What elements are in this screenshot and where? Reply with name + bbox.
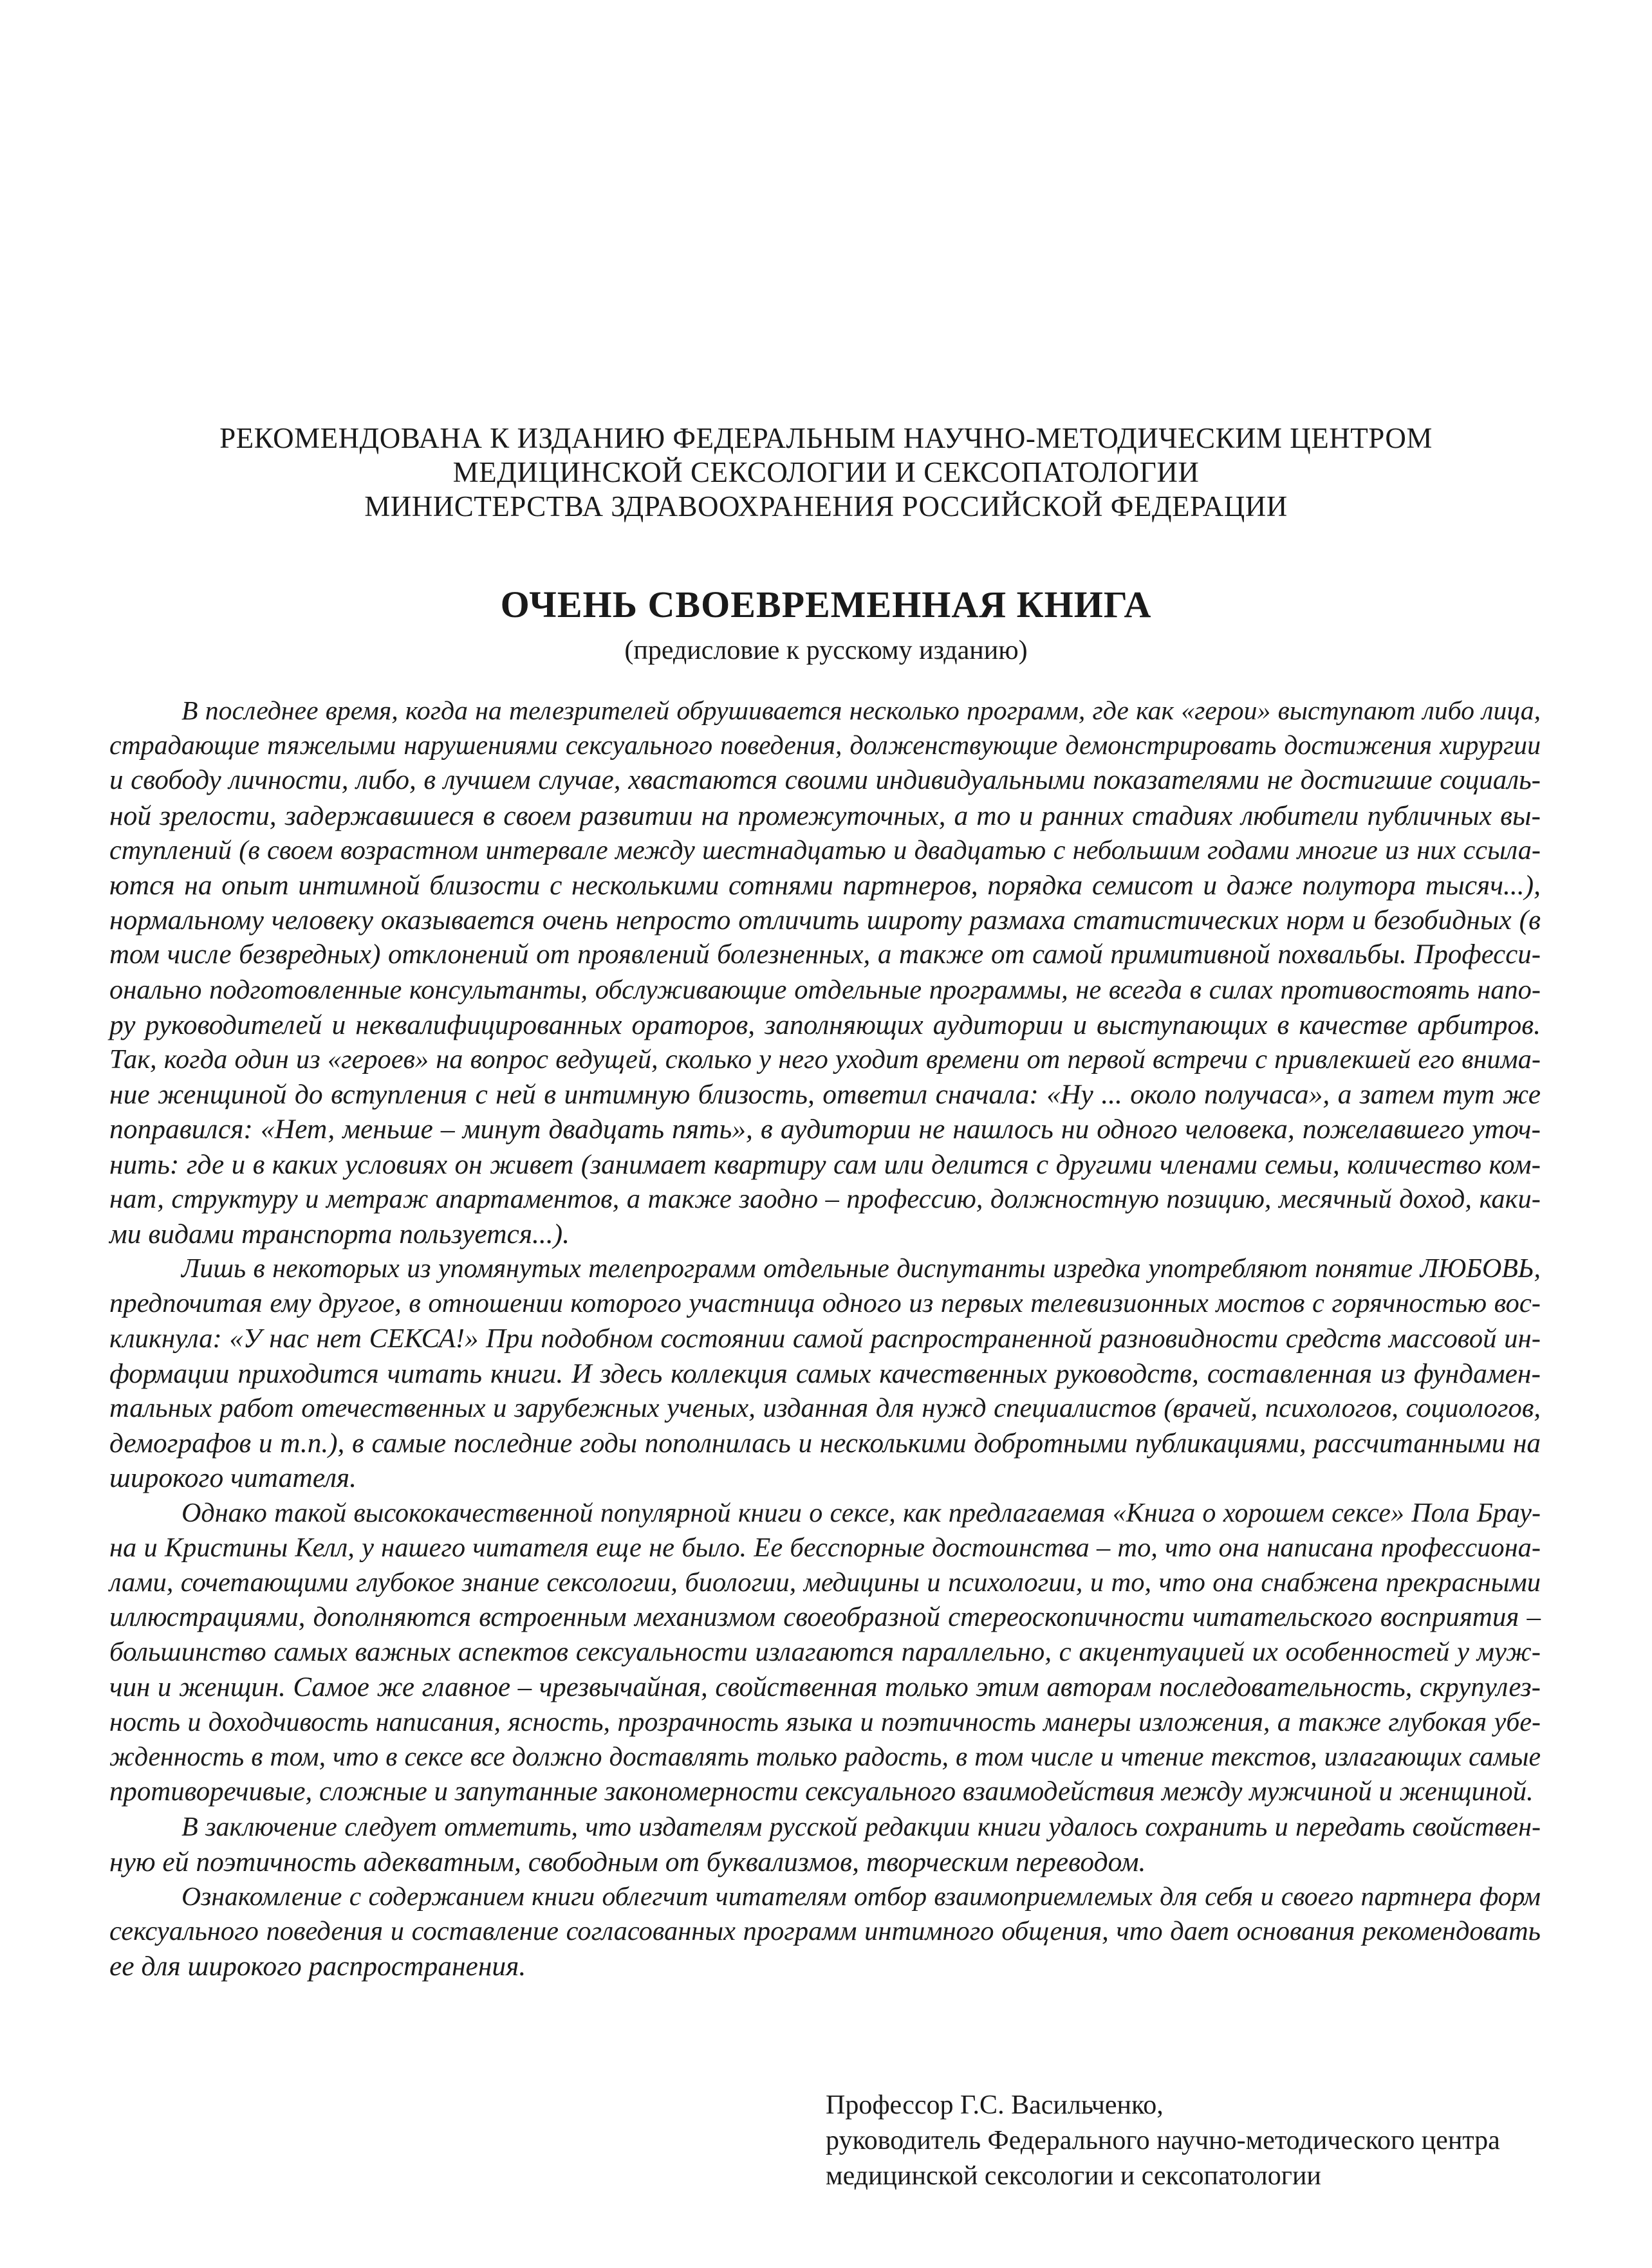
paragraph-line: иллюстрациями, дополняются встроенным механизмом своеобразной стереоскопичности читательского восприятия – — [109, 1602, 1541, 1633]
paragraph-line: ее для широкого распространения. — [109, 1951, 526, 1982]
paragraph-line: большинство самых важных аспектов сексуальности излагаются параллельно, с акцентуацией их особенностей у муж- — [109, 1637, 1541, 1668]
page-title: ОЧЕНЬ СВОЕВРЕМЕННАЯ КНИГА — [500, 584, 1152, 625]
preface-body — [109, 694, 1541, 1984]
paragraph-line: демографов и т.п.), в самые последние годы пополнилась и несколькими добротными публикациями, рассчитанными на — [109, 1428, 1541, 1459]
paragraph-line: ность и доходчивость написания, ясность, прозрачность языка и поэтичность манеры изложения, а также глубокая убе- — [109, 1707, 1541, 1737]
paragraph-line: В заключение следует отметить, что издателям русской редакции книги удалось сохранить и передать свойствен- — [181, 1812, 1541, 1842]
paragraph-line: противоречивые, сложные и запутанные закономерности сексуального взаимодействия между мужчиной и женщиной. — [109, 1776, 1534, 1807]
paragraph — [109, 1810, 1541, 1879]
paragraph-line: и свободу личности, либо, в лучшем случае, хвастаются своими индивидуальными показателями не достигшие социаль- — [109, 765, 1541, 796]
paragraph — [109, 1496, 1541, 1810]
header-line-2: МЕДИЦИНСКОЙ СЕКСОЛОГИИ И СЕКСОПАТОЛОГИИ — [452, 456, 1200, 488]
paragraph-line: В последнее время, когда на телезрителей обрушивается несколько программ, где как «герои» выступают либо лица, — [181, 696, 1541, 726]
signature-block — [826, 2088, 1500, 2194]
paragraph-line: нормальному человеку оказывается очень непросто отличить широту размаха статистических норм и безобидных (в — [109, 905, 1541, 936]
paragraph-line: лами, сочетающими глубокое знание сексологии, биологии, медицины и психологии, и то, что она снабжена прекрасными — [109, 1567, 1541, 1598]
paragraph — [109, 1251, 1541, 1495]
paragraph-line: ются на опыт интимной близости с несколькими сотнями партнеров, порядка семисот и даже полутора тысяч...), — [109, 870, 1541, 901]
paragraph-line: ми видами транспорта пользуется...). — [109, 1219, 570, 1250]
paragraph-line: кликнула: «У нас нет СЕКСА!» При подобном состоянии самой распространенной разновидности средств массовой ин- — [109, 1323, 1541, 1354]
paragraph-line: том числе безвредных) отклонений от проявлений болезненных, а также от самой примитивной похвальбы. Професси- — [109, 939, 1541, 970]
paragraph-line: ступлений (в своем возрастном интервале между шестнадцатью и двадцатью с небольшим годами многие из них ссыла- — [109, 834, 1541, 865]
paragraph-line: Однако такой высококачественной популярной книги о сексе, как предлагаемая «Книга о хорошем сексе» Пола Брау- — [181, 1497, 1541, 1528]
signature-line-1: Профессор Г.С. Васильченко, — [826, 2090, 1164, 2120]
paragraph-line: нить: где и в каких условиях он живет (занимает квартиру сам или делится с другими членами семьи, количество ком- — [109, 1148, 1541, 1180]
page-subtitle: (предисловие к русскому изданию) — [624, 636, 1028, 665]
paragraph-line: чин и женщин. Самое же главное – чрезвычайная, свойственная только этим авторам последовательность, скрупулез- — [109, 1672, 1541, 1702]
paragraph-line: широкого читателя. — [109, 1462, 357, 1494]
recommendation-header — [129, 421, 1523, 524]
signature-line-2: руководитель Федерального научно-методического центра — [826, 2126, 1500, 2155]
paragraph-line: сексуального поведения и составление согласованных программ интимного общения, что дает основания рекомендовать — [109, 1916, 1541, 1947]
paragraph-line: Так, когда один из «героев» на вопрос ведущей, сколько у него уходит времени от первой встречи с привлекшей его внима- — [109, 1044, 1541, 1075]
paragraph-line: формации приходится читать книги. И здесь коллекция самых качественных руководств, составленная из фундамен- — [109, 1358, 1541, 1389]
paragraph-line: ную ей поэтичность адекватным, свободным от буквализмов, творческим переводом. — [109, 1846, 1146, 1877]
paragraph-line: на и Кристины Келл, у нашего читателя еще не было. Ее бесспорные достоинства – то, что она написана профессиона- — [109, 1532, 1541, 1563]
paragraph — [109, 1879, 1541, 1984]
paragraph-line: страдающие тяжелыми нарушениями сексуального поведения, долженствующие демонстрировать достижения хирургии — [109, 731, 1541, 761]
paragraph-line: Лишь в некоторых из упомянутых телепрограмм отдельные диспутанты изредка употребляют понятие ЛЮБОВЬ, — [181, 1254, 1541, 1284]
paragraph-line: предпочитая ему другое, в отношении которого участница одного из первых телевизионных мостов с горячностью вос- — [109, 1288, 1541, 1319]
signature-line-3: медицинской сексологии и сексопатологии — [826, 2161, 1321, 2191]
header-line-3: МИНИСТЕРСТВА ЗДРАВООХРАНЕНИЯ РОССИЙСКОЙ ФЕДЕРАЦИИ — [364, 490, 1288, 522]
paragraph-line: ной зрелости, задержавшиеся в своем развитии на промежуточных, а то и ранних стадиях любители публичных вы- — [109, 800, 1541, 831]
paragraph-line: поправился: «Нет, меньше – минут двадцать пять», в аудитории не нашлось ни одного человека, пожелавшего уточ- — [109, 1114, 1541, 1145]
paragraph-line: тальных работ отечественных и зарубежных ученых, изданная для нужд специалистов (врачей, психологов, социологов, — [109, 1393, 1541, 1424]
paragraph-line: нат, структуру и метраж апартаментов, а также заодно – профессию, должностную позицию, месячный доход, каки- — [109, 1183, 1541, 1214]
paragraph-line: ру руководителей и неквалифицированных ораторов, заполняющих аудитории и выступающих в качестве арбитров. — [109, 1009, 1541, 1040]
paragraph-line: Ознакомление с содержанием книги облегчит читателям отбор взаимоприемлемых для себя и своего партнера форм — [181, 1881, 1541, 1912]
paragraph-line: ние женщиной до вступления с ней в интимную близость, ответил сначала: «Ну ... около получаса», а затем тут же — [109, 1079, 1541, 1111]
paragraph-line: онально подготовленные консультанты, обслуживающие отдельные программы, не всегда в силах противостоять напо- — [109, 974, 1541, 1005]
paragraph — [109, 694, 1541, 1251]
paragraph-line: жденность в том, что в сексе все должно доставлять только радость, в том числе и чтение текстов, излагающих самые — [109, 1742, 1541, 1773]
header-line-1: РЕКОМЕНДОВАНА К ИЗДАНИЮ ФЕДЕРАЛЬНЫМ НАУЧНО-МЕТОДИЧЕСКИМ ЦЕНТРОМ — [219, 422, 1433, 454]
